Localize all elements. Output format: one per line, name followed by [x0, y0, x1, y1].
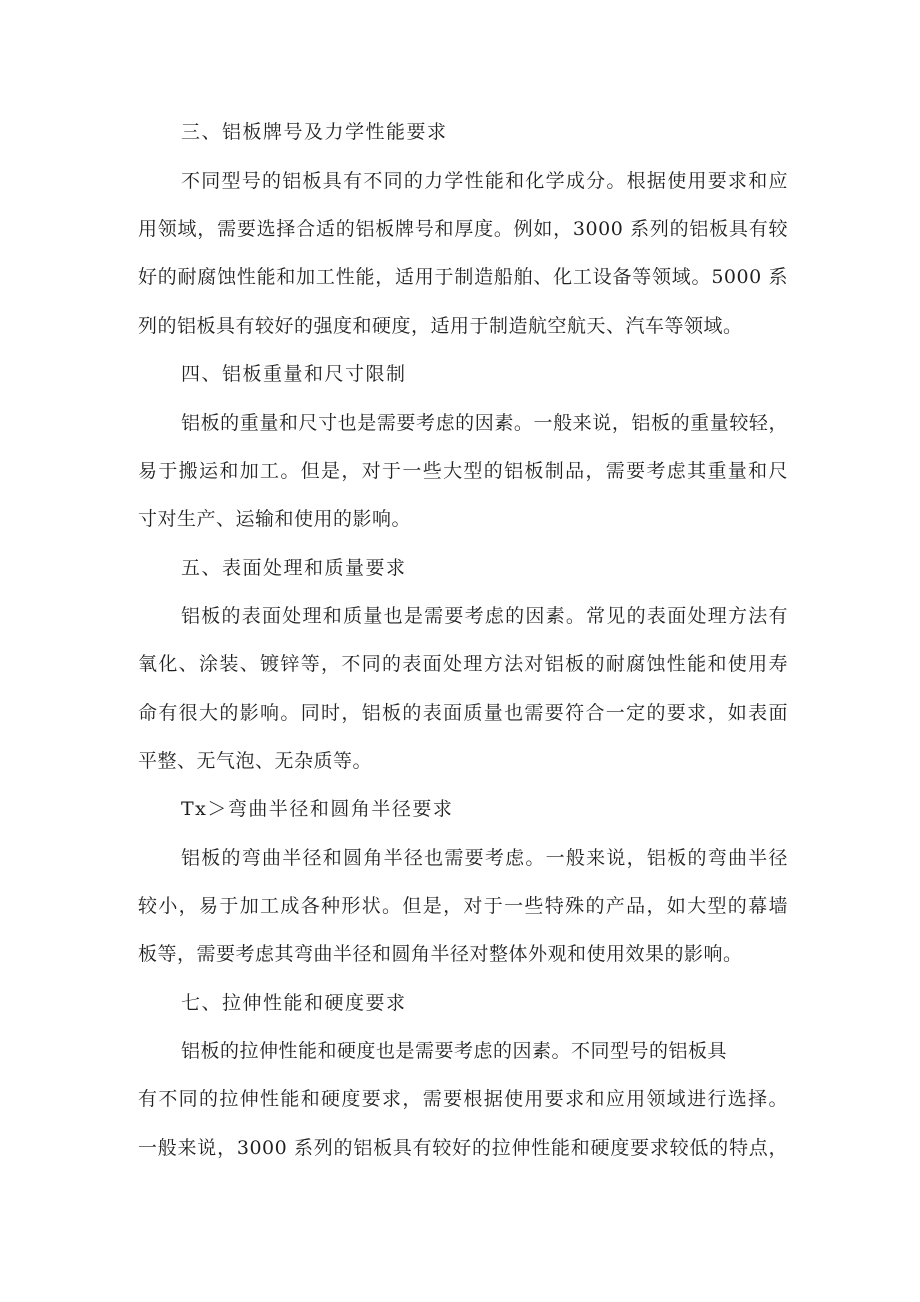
- paragraph-line: 铝板的重量和尺寸也是需要考虑的因素。一般来说，铝板的重量较轻，: [181, 412, 788, 434]
- paragraph-line: 铝板的弯曲半径和圆角半径也需要考虑。一般来说，铝板的弯曲半径: [181, 847, 788, 869]
- paragraph-line: 平整、无气泡、无杂质等。: [138, 750, 373, 772]
- paragraph-line: 一般来说，3000 系列的铝板具有较好的拉伸性能和硬度要求较低的特点，: [138, 1137, 788, 1159]
- paragraph-line: 有不同的拉伸性能和硬度要求，需要根据使用要求和应用领域进行选择。: [138, 1088, 788, 1110]
- paragraph-line: 较小，易于加工成各种形状。但是，对于一些特殊的产品，如大型的幕墙: [138, 895, 788, 917]
- paragraph-line: 板等，需要考虑其弯曲半径和圆角半径对整体外观和使用效果的影响。: [138, 943, 743, 965]
- paragraph-line: 用领域，需要选择合适的铝板牌号和厚度。例如，3000 系列的铝板具有较: [138, 218, 788, 240]
- paragraph-line: 铝板的表面处理和质量也是需要考虑的因素。常见的表面处理方法有: [181, 605, 788, 627]
- paragraph-line: 不同型号的铝板具有不同的力学性能和化学成分。根据使用要求和应: [181, 170, 788, 192]
- section-heading-7: 七、拉伸性能和硬度要求: [181, 992, 407, 1014]
- paragraph-line: 铝板的拉伸性能和硬度也是需要考虑的因素。不同型号的铝板具: [181, 1040, 728, 1062]
- paragraph-line: 氧化、涂装、镀锌等，不同的表面处理方法对铝板的耐腐蚀性能和使用寿: [138, 653, 788, 675]
- section-heading-6: Tx＞弯曲半径和圆角半径要求: [181, 798, 454, 820]
- paragraph-line: 命有很大的影响。同时，铝板的表面质量也需要符合一定的要求，如表面: [138, 702, 788, 724]
- paragraph-line: 寸对生产、运输和使用的影响。: [138, 508, 412, 530]
- section-heading-4: 四、铝板重量和尺寸限制: [181, 363, 407, 385]
- paragraph-line: 易于搬运和加工。但是，对于一些大型的铝板制品，需要考虑其重量和尺: [138, 460, 788, 482]
- section-heading-3: 三、铝板牌号及力学性能要求: [181, 121, 448, 143]
- paragraph-line: 好的耐腐蚀性能和加工性能，适用于制造船舶、化工设备等领域。5000 系: [138, 266, 788, 288]
- section-heading-5: 五、表面处理和质量要求: [181, 557, 407, 579]
- paragraph-line: 列的铝板具有较好的强度和硬度，适用于制造航空航天、汽车等领域。: [138, 315, 743, 337]
